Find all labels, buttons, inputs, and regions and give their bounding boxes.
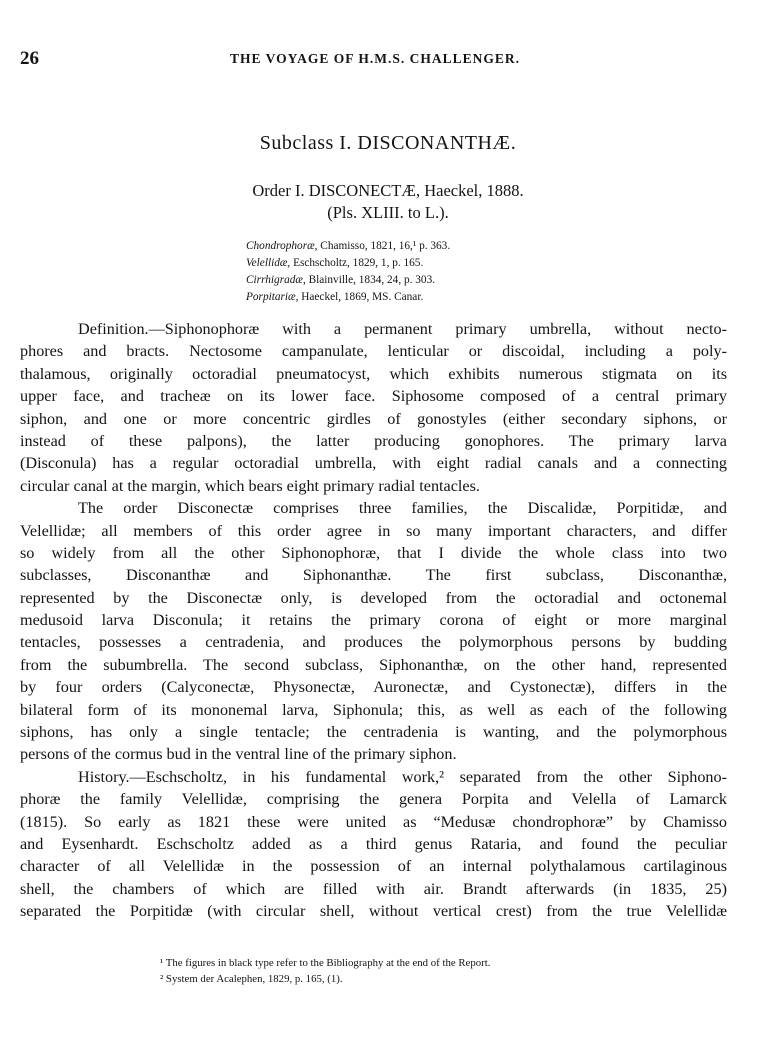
footnotes (160, 955, 490, 987)
order-heading (0, 180, 776, 224)
synonymy-list (246, 238, 450, 306)
body-line: The order Disconectæ comprises three families, the Discalidæ, Porpitidæ, and (78, 499, 727, 518)
body-line: (1815). So early as 1821 these were united as “Medusæ chondrophoræ” by Chamisso (20, 812, 727, 831)
synonym-name: Cirrhigradæ (246, 274, 303, 286)
synonym-citation: , Eschscholtz, 1829, 1, p. 165. (287, 257, 424, 269)
synonym-citation: , Blainville, 1834, 24, p. 303. (302, 274, 436, 286)
body-line-history: History.—Eschscholtz, in his fundamental work,² separated from the other Siphono- (78, 767, 727, 786)
body-line: phores and bracts. Nectosome campanulate, lenticular or discoidal, including a poly- (20, 342, 727, 361)
body-line: (Disconula) has a regular octoradial umbrella, with eight radial canals and a connecting (20, 454, 727, 473)
synonym-entry (246, 255, 450, 272)
body-line: siphon, and one or more concentric girdles of gonostyles (either secondary siphons, or (20, 409, 727, 428)
body-line: siphons, has only a single tentacle; the centradenia is wanting, and the polymorphous (20, 723, 727, 742)
body-line: represented by the Disconectæ only, is developed from the octoradial and octonemal (20, 588, 727, 607)
body-line: instead of these palpons), the latter producing gonophores. The primary larva (20, 431, 727, 450)
body-line: by four orders (Calyconectæ, Physonectæ, Auronectæ, and Cystonectæ), differs in the (20, 678, 727, 697)
body-line: bilateral form of its mononemal larva, Siphonula; this, as well as each of the following (20, 700, 727, 719)
plates-reference: (Pls. XLIII. to L.). (327, 203, 449, 222)
synonym-name: Velellidæ (246, 257, 288, 269)
body-line: medusoid larva Disconula; it retains the primary corona of eight or more marginal (20, 611, 727, 630)
synonym-name: Porpitariæ (246, 291, 296, 303)
synonym-entry (246, 272, 450, 289)
body-line: from the subumbrella. The second subclass, Siphonanthæ, on the other hand, represented (20, 655, 727, 674)
body-line: and Eysenhardt. Eschscholtz added as a third genus Rataria, and found the peculiar (20, 834, 727, 853)
running-title: THE VOYAGE OF H.M.S. CHALLENGER. (229, 51, 521, 66)
body-line: character of all Velellidæ in the possession of an internal polythalamous cartilaginous (20, 857, 727, 876)
synonym-name: Chondrophoræ (246, 240, 315, 252)
body-line-definition: Definition.—Siphonophoræ with a permanent primary umbrella, without necto- (78, 320, 727, 338)
body-line: so widely from all the other Siphonophoræ, that I divide the whole class into two (20, 543, 727, 562)
footnote: ² System der Acalephen, 1829, p. 165, (1). (160, 973, 343, 985)
body-line: thalamous, originally octoradial pneumatocyst, which exhibits numerous stigmata on its (20, 364, 727, 383)
running-head (20, 48, 730, 72)
body-line: Velellidæ; all members of this order agree in so many important characters, and differ (20, 521, 727, 540)
footnote: ¹ The figures in black type refer to the Bibliography at the end of the Report. (160, 957, 491, 969)
synonym-entry (246, 289, 450, 306)
order-heading-line: Order I. DISCONECTÆ, Haeckel, 1888. (252, 181, 524, 200)
synonym-citation: , Chamisso, 1821, 16,¹ p. 363. (314, 240, 451, 252)
body-line: circular canal at the margin, which bears eight primary radial tentacles. (20, 476, 480, 495)
body-line: shell, the chambers of which are filled with air. Brandt afterwards (in 1835, 25) (20, 879, 727, 898)
page-number: 26 (20, 48, 39, 69)
body-line: persons of the cormus bud in the ventral line of the primary siphon. (20, 745, 457, 764)
body-line: separated the Porpitidæ (with circular shell, without vertical crest) from the true Velellidæ (20, 902, 727, 921)
synonym-entry (246, 238, 450, 255)
body-line: subclasses, Disconanthæ and Siphonanthæ. The first subclass, Disconanthæ, (20, 566, 727, 585)
synonym-citation: , Haeckel, 1869, MS. Canar. (295, 291, 424, 303)
body-line: tentacles, possesses a centradenia, and produces the polymorphous persons by budding (20, 633, 727, 652)
body-line: phoræ the family Velellidæ, comprising the genera Porpita and Velella of Lamarck (20, 790, 727, 809)
body-line: upper face, and tracheæ on its lower face. Siphosome composed of a central primary (20, 387, 727, 406)
subclass-heading: Subclass I. DISCONANTHÆ. (259, 132, 517, 154)
body-text (20, 318, 727, 923)
